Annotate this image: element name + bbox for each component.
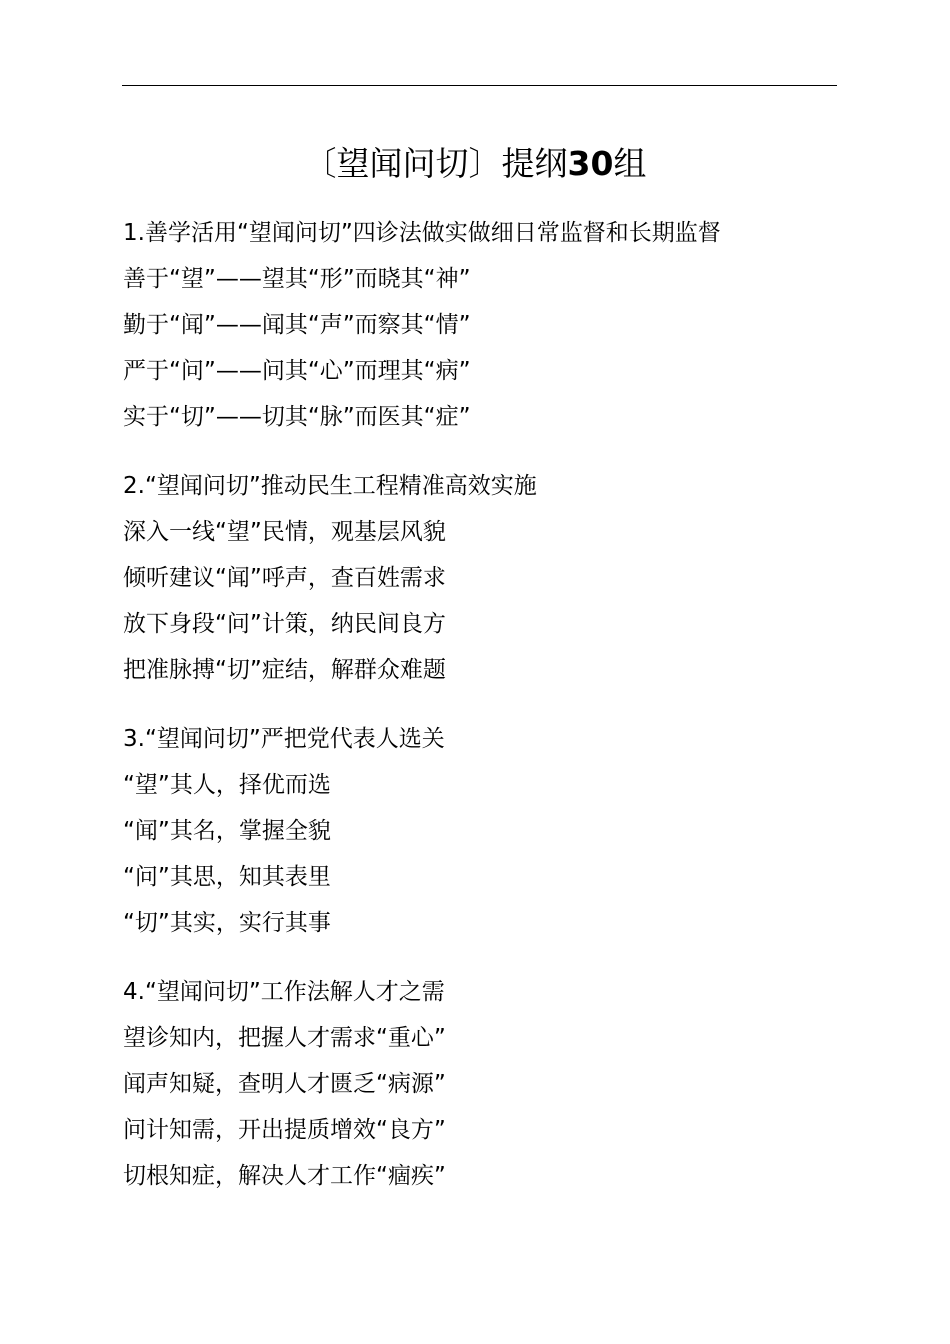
section-line: 放下身段“问”计策，纳民间良方 — [123, 611, 446, 637]
section-2 — [123, 463, 838, 693]
section-line: 严于“问”——问其“心”而理其“病” — [123, 358, 471, 384]
section-line: 深入一线“望”民情，观基层风貌 — [123, 519, 446, 545]
document-title — [0, 140, 950, 188]
section-line: 实于“切”——切其“脉”而医其“症” — [123, 404, 471, 430]
section-heading: 3.“望闻问切”严把党代表人选关 — [123, 726, 445, 752]
document-body — [123, 210, 838, 1222]
section-1 — [123, 210, 838, 440]
section-line: 勤于“闻”——闻其“声”而察其“情” — [123, 312, 471, 338]
section-heading: 2.“望闻问切”推动民生工程精准高效实施 — [123, 473, 537, 499]
section-line: 善于“望”——望其“形”而晓其“神” — [123, 266, 471, 292]
section-line: 倾听建议“闻”呼声，查百姓需求 — [123, 565, 446, 591]
header-rule — [122, 85, 837, 86]
section-line: 闻声知疑，查明人才匮乏“病源” — [123, 1071, 446, 1097]
section-3 — [123, 716, 838, 946]
title-suffix: 组 — [613, 144, 647, 183]
section-heading: 4.“望闻问切”工作法解人才之需 — [123, 979, 445, 1005]
section-4 — [123, 969, 838, 1199]
section-line: “问”其思，知其表里 — [123, 864, 331, 890]
section-line: “望”其人，择优而选 — [123, 772, 331, 798]
section-line: “切”其实，实行其事 — [123, 910, 331, 936]
section-line: 望诊知内，把握人才需求“重心” — [123, 1025, 446, 1051]
section-heading: 1.善学活用“望闻问切”四诊法做实做细日常监督和长期监督 — [123, 220, 721, 246]
title-number: 30 — [567, 144, 614, 183]
section-line: 问计知需，开出提质增效“良方” — [123, 1117, 446, 1143]
section-line: 把准脉搏“切”症结，解群众难题 — [123, 657, 446, 683]
title-main: 〔望闻问切〕提纲 — [303, 144, 568, 183]
section-line: 切根知症，解决人才工作“痼疾” — [123, 1163, 446, 1189]
section-line: “闻”其名，掌握全貌 — [123, 818, 331, 844]
